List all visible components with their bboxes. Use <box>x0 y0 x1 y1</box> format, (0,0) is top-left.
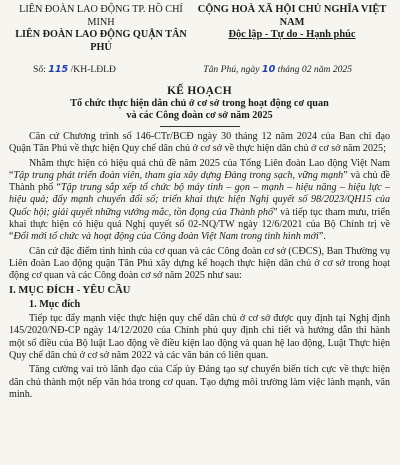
paragraph-1: Căn cứ Chương trình số 146-CTr/BCĐ ngày 30 tháng 12 năm 2024 của Ban chỉ đạo Quận Tân Phú về thực hiện Quy chế dân chủ ở cơ sở về thực hiện dân chủ ở cơ sở năm 2025; <box>9 131 390 155</box>
document-date <box>203 64 390 75</box>
subsection-heading-1: 1. Mục đích <box>29 298 81 310</box>
paragraph-2 <box>9 158 390 244</box>
document-meta <box>9 64 390 75</box>
p2-part-a: Nhằm thực hiện có hiệu quả chủ đề năm 2025 của Tổng Liên đoàn Lao động Việt Nam “ <box>9 157 390 181</box>
paragraph-3: Căn cứ đặc điểm tình hình của cơ quan và các Công đoàn cơ sở (CĐCS), Ban Thường vụ Liên đoàn Lao động quận Tân Phú xây dựng kế hoạch thực hiện dân chủ ở cơ sở trong hoạt động cơ quan và các Công đoàn cơ sở năm 2025 như sau: <box>9 245 390 282</box>
title-line-2: Tổ chức thực hiện dân chủ ở cơ sở trong hoạt động cơ quan <box>70 98 329 109</box>
p2-quote-3: Đổi mới tổ chức và hoạt động của Công đoàn Việt Nam trong tình hình mới <box>13 231 319 243</box>
document-body <box>9 131 390 401</box>
number-suffix: /KH-LĐLĐ <box>68 64 116 75</box>
national-motto <box>194 4 390 54</box>
paragraph-5: Tăng cường vai trò lãnh đạo của Cấp ủy Đảng tạo sự chuyển biến tích cực về thực hiện dân chủ thành một nếp văn hóa trong cơ quan. Tạo dựng môi trường làm việc lành mạnh, văn minh. <box>9 364 390 400</box>
agency-name: LIÊN ĐOÀN LAO ĐỘNG QUẬN TÂN PHÚ <box>15 29 187 53</box>
date-suffix: tháng 02 năm 2025 <box>275 64 352 75</box>
date-prefix: Tân Phú, ngày <box>203 64 262 75</box>
document-number <box>9 64 116 75</box>
document-title <box>9 85 390 122</box>
title-divider <box>160 126 240 127</box>
p2-quote-2: Tập trung sắp xếp tổ chức bộ máy tinh – gọn – mạnh – hiệu năng – hiệu lực – hiệu quả; đẩy mạnh chuyển đổi số; triển khai thực hiện Nghị quyết số 98/2023/QH15 của Quốc hội; giải quyết những vướng mắc, tồn đọng của Thành phố <box>9 182 390 218</box>
p2-quote-1: Tập trung phát triển đoàn viên, tham gia xây dựng Đảng trong sạch, vững mạnh <box>13 169 344 181</box>
p2-part-c: ” và chủ đề Thành phố “ <box>9 169 390 194</box>
handwritten-number: 115 <box>48 64 69 75</box>
document-header <box>9 4 390 54</box>
p2-part-g: ”. <box>318 231 326 243</box>
motto: Độc lập - Tự do - Hạnh phúc <box>228 29 356 40</box>
p2-part-e: ” và tiếp tục tham mưu, triển khai thực hiện có hiệu quả Nghị quyết số 02-NQ/TW ngày 12/6/2021 của Bộ Chính trị về “ <box>9 206 391 243</box>
number-prefix: Số: <box>33 64 49 75</box>
paragraph-4: Tiếp tục đẩy mạnh việc thực hiện quy chế dân chủ ở cơ sở được quy định tại Nghị định 145/2020/NĐ-CP ngày 14/12/2020 của Chính phủ quy định chi tiết và hướng dẫn thi hành một số điều của Bộ luật Lao động về điều kiện lao động và quan hệ lao động, Luật Thực hiện Quy chế dân chủ ở cơ sở năm 2022 và các văn bản có liên quan. <box>9 313 390 362</box>
handwritten-day: 10 <box>261 64 276 75</box>
country-name: CỘNG HOÀ XÃ HỘI CHỦ NGHĨA VIỆT NAM <box>197 4 387 28</box>
title-line-3: và các Công đoàn cơ sở năm 2025 <box>126 110 273 121</box>
issuing-agency <box>9 4 193 54</box>
title-main: KẾ HOẠCH <box>167 85 232 97</box>
section-heading-1: I. MỤC ĐÍCH - YÊU CẦU <box>9 284 131 296</box>
parent-agency: LIÊN ĐOÀN LAO ĐỘNG TP. HỒ CHÍ MINH <box>19 4 183 28</box>
